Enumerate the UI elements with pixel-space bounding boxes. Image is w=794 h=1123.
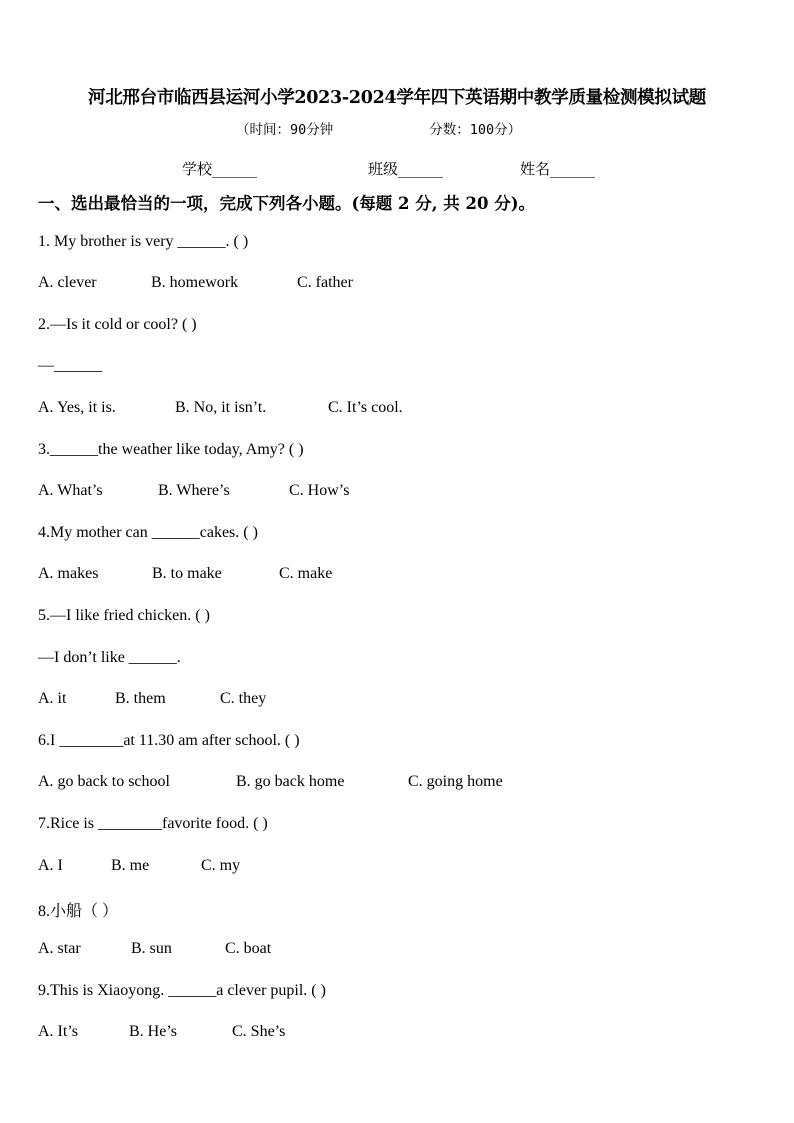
option-b[interactable]: B. He’s <box>129 1023 177 1040</box>
option-c[interactable]: C. How’s <box>289 482 350 499</box>
question-options <box>38 1023 285 1041</box>
option-c[interactable]: C. It’s cool. <box>328 399 403 416</box>
option-b[interactable]: B. homework <box>151 274 239 291</box>
option-c[interactable]: C. they <box>220 690 267 707</box>
option-b[interactable]: B. No, it isn’t. <box>175 399 267 416</box>
section-heading: 一、选出最恰当的一项，完成下列各小题。(每题 2 分, 共 20 分)。 <box>38 194 536 213</box>
question-stem: 3.______the weather like today, Amy? ( ) <box>38 441 304 458</box>
option-a[interactable]: A. Yes, it is. <box>38 399 116 416</box>
question-stem: 5.—I like fried chicken. ( ) <box>38 607 210 624</box>
question-options <box>38 773 503 791</box>
option-c[interactable]: C. make <box>279 565 333 582</box>
exam-subtitle <box>236 118 794 138</box>
option-c[interactable]: C. She’s <box>232 1023 286 1040</box>
exam-title: 河北邢台市临西县运河小学2023-2024学年四下英语期中教学质量检测模拟试题 <box>88 88 706 108</box>
answer-line: —______ <box>38 357 102 374</box>
option-b[interactable]: B. me <box>111 857 150 874</box>
name-field[interactable]: 姓名______ <box>520 160 596 178</box>
question-options <box>38 482 349 500</box>
answer-line: —I don’t like ______. <box>38 649 181 666</box>
class-field[interactable]: 班级______ <box>368 160 444 178</box>
option-a[interactable]: A. What’s <box>38 482 103 499</box>
option-c[interactable]: C. boat <box>225 940 272 957</box>
question-options <box>38 399 403 417</box>
total-score: 分数：100分） <box>429 122 522 138</box>
option-a[interactable]: A. it <box>38 690 67 707</box>
option-a[interactable]: A. I <box>38 857 63 874</box>
option-a[interactable]: A. go back to school <box>38 773 170 790</box>
option-b[interactable]: B. to make <box>152 565 222 582</box>
question-stem: 4.My mother can ______cakes. ( ) <box>38 524 258 541</box>
question-stem: 6.I ________at 11.30 am after school. ( ) <box>38 732 300 749</box>
option-a[interactable]: A. It’s <box>38 1023 78 1040</box>
question-options <box>38 690 266 708</box>
time-limit: （时间：90分钟 <box>236 122 334 138</box>
question-stem: 7.Rice is ________favorite food. ( ) <box>38 815 268 832</box>
question-stem: 8.小船（ ） <box>38 903 119 920</box>
option-b[interactable]: B. them <box>115 690 166 707</box>
option-c[interactable]: C. father <box>297 274 353 291</box>
option-a[interactable]: A. clever <box>38 274 97 291</box>
question-stem: 2.—Is it cold or cool? ( ) <box>38 316 197 333</box>
question-options <box>38 857 240 875</box>
question-options <box>38 940 271 958</box>
question-stem: 9.This is Xiaoyong. ______a clever pupil. ( ) <box>38 982 326 999</box>
option-a[interactable]: A. star <box>38 940 81 957</box>
option-a[interactable]: A. makes <box>38 565 99 582</box>
school-field[interactable]: 学校______ <box>182 160 258 178</box>
option-c[interactable]: C. going home <box>408 773 503 790</box>
option-b[interactable]: B. sun <box>131 940 172 957</box>
option-b[interactable]: B. Where’s <box>158 482 230 499</box>
option-b[interactable]: B. go back home <box>236 773 345 790</box>
question-options <box>38 565 332 583</box>
question-stem: 1. My brother is very ______. ( ) <box>38 233 249 250</box>
option-c[interactable]: C. my <box>201 857 241 874</box>
question-options <box>38 274 353 292</box>
